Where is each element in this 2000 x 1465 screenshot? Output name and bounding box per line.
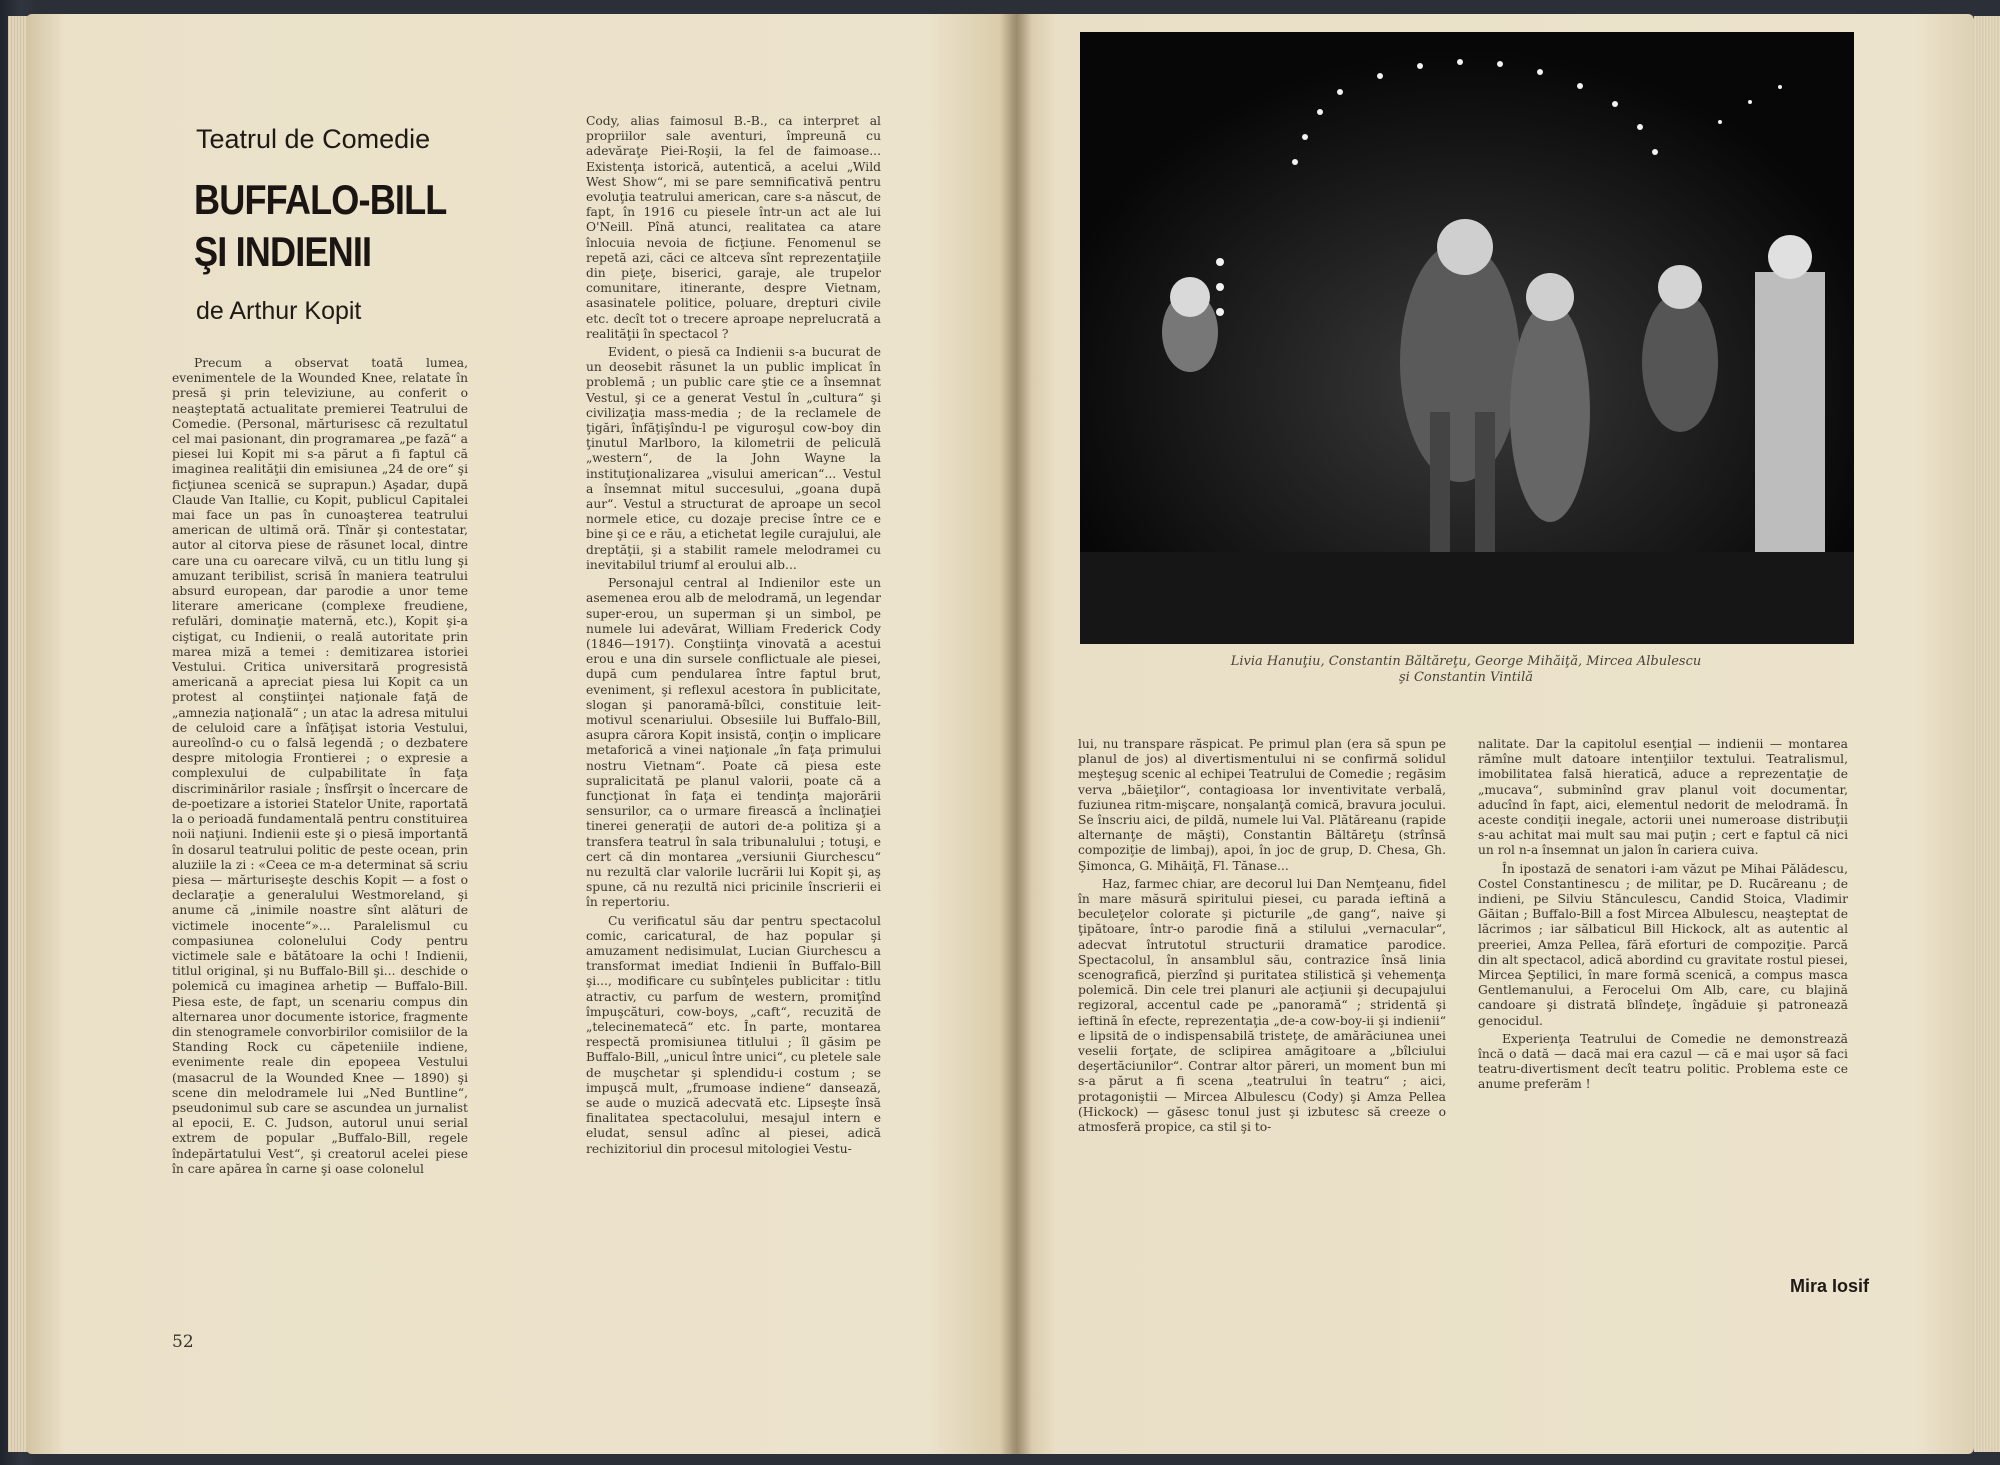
paragraph: Personajul central al Indienilor este un asemenea erou alb de melodramă, un legendar super-erou, un superman şi un simbol, pe numele lui adevărat, William Frederick Cody (1846—1917). Conştiinţa vinovată a acestui erou e una din sursele conflictuale ale piesei, după cum pendularea între faptul brut, eveniment, şi reflexul acestora în publicitate, slogan şi panoramă-bîlci, constituie leit-motivul scenariului. Obsesiile lui Buffalo-Bill, asupra cărora Kopit insistă, conţin o implicare metaforică a vinei naţionale „în faţa primului nostru Vietnam“. Poate că piesa este supralicitată pe planul valorii, poate că a funcţionat în faţa ei tendinţa majorării sensurilor, ca o urmare firească a înclinaţiei tinerei generaţii de autori de-a politiza şi a transfera teatrul în sala tribunalului ; totuşi, e cert că din montarea „versiunii Giurchescu“ nu rezultă clar valorile lucrării lui Kopit şi, aş spune, că nu rezultă nici pricinile înscrierii ei în repertoriu. bbox=[586, 576, 881, 910]
paragraph: Cody, alias faimosul B.-B., ca interpret al propriilor sale aventuri, împreună cu adevăraţe Piei-Roşii, la fel de faimoase... Existenţa istorică, autentică, a acelui „Wild West Show“, mi se pare semnificativă pentru evoluţia teatrului american, care s-a născut, de fapt, în 1916 cu piesele într-un act ale lui O'Neill. Pînă atunci, realitatea ca atare înlocuia nevoia de ficţiune. Fenomenul se repetă azi, căci ce altceva sînt reprezentaţiile din pieţe, biserici, garaje, ale trupelor comunitare, itinerante, despre Vietnam, asasinatele politice, poluare, drepturi civile etc. decît tot o trecere aproape neprelucrată a realităţii în spectacol ? bbox=[586, 114, 881, 341]
section-title: Teatrul de Comedie bbox=[196, 124, 431, 154]
paragraph: Haz, farmec chiar, are decorul lui Dan Nemţeanu, fidel în mare măsură spiritului piesei, cu parada ieftină a beculeţelor colorate şi picturile „de gang“, naive şi ţipătoare, într-o parodie fină a stilului „vernacular“, adecvat întrutotul structurii dramatice parodice. Spectacolul, în ansamblul său, contrazice însă linia scenografică, pierzînd şi puritatea stilistică şi vehemenţa polemică. Din cele trei planuri ale acţiunii şi decupajului regizoral, accentul cade pe „panoramă“ ; stridentă şi ieftină în efecte, reprezentaţia „de-a cow-boy-ii şi indienii“ e lipsită de o indispensabilă tristeţe, de amărăciunea unei veselii forţate, de sclipirea amăgitoare a „bîlciului deşertăciunilor“. Contrar altor păreri, un moment bun mi s-a părut a fi scena „teatrului în teatru“ ; aici, protagoniştii — Mircea Albulescu (Cody) şi Amza Pellea (Hickock) — găsesc tonul just şi izbutesc să creeze o atmosferă propice, ca stil şi to- bbox=[1078, 876, 1446, 1135]
page-number: 52 bbox=[172, 1332, 194, 1352]
stage-photo bbox=[1080, 32, 1854, 644]
paragraph: Experienţa Teatrului de Comedie ne demonstrează încă o dată — dacă mai era cazul — că e mai uşor să faci teatru-divertisment decît teatru politic. Problema este ce anume preferăm ! bbox=[1478, 1031, 1848, 1092]
paragraph: Precum a observat toată lumea, evenimentele de la Wounded Knee, relatate în presă şi prin televiziune, au conferit o neaşteptată actualitate premierei Teatrului de Comedie. (Personal, mărturisesc că rezultatul cel mai pasionant, din programarea „pe fază“ a piesei lui Kopit mi s-a părut a fi faptul că imaginea realităţii din emisiunea „24 de ore“ şi ficţiunea scenică se suprapun.) Aşadar, după Claude Van Itallie, cu Kopit, publicul Capitalei mai face un pas în cunoaşterea teatrului american de ultimă oră. Tînăr şi contestatar, autor al citorva piese de răsunet local, dintre care una cu oarecare vilvă, cu un titlu lung şi amuzant teribilist, scrisă în maniera teatrului absurd european, dar parodie a unor teme literare americane (complexe freudiene, refulări, dominaţie maternă, etc.), Kopit şi-a ciştigat, cu Indienii, o reală autoritate prin marea miză a temei : demitizarea istoriei Vestului. Critica universitară progresistă americană a apreciat piesa lui Kopit ca un protest al conştiinţei naţionale faţă de „amnezia naţională“ ; un atac la adresa mitului de celuloid care a înfăţişat istoria Vestului, aureolînd-o cu o falsă legendă ; o dezbatere despre mitologia Frontierei ; o expresie a complexului de culpabilitate în faţa discriminărilor rasiale ; însfîrşit o încercare de de-poetizare a istoriei Statelor Unite, raportată la o perioadă fundamentală pentru constituirea noii naţiuni. Indienii este şi o piesă importantă în dosarul teatrului politic de peste ocean, prin aluziile la zi : «Ceea ce m-a determinat să scriu piesa — mărturiseşte deschis Kopit — a fost o declaraţie a generalului Westmoreland, şi anume că „inimile noastre sînt alături de victimele inocente“»... Paralelismul cu compasiunea colonelului Cody pentru victimele sale e bătătoare la ochi ! Indienii, titlul original, şi nu Buffalo-Bill şi... deschide o polemică cu imaginea arhetip — Buffalo-Bill. Piesa este, de fapt, un scenariu compus din alternarea unor documente istorice, fragmente din stenogramele convorbirilor comisiilor de la Standing Rock cu căpeteniile indiene, evenimente reale din epopeea Vestului (masacrul de la Wounded Knee — 1890) şi scene din melodramele lui „Ned Buntline“, pseudonimul sub care se ascundea un jurnalist al epocii, E. C. Judson, autorul unui serial extrem de popular „Buffalo-Bill, regele îndepărtatului Vest“, şi creatorul acelei piese în care apărea în carne şi oase colonelul bbox=[172, 356, 468, 1176]
paragraph: În ipostază de senatori i-am văzut pe Mihai Pălădescu, Costel Constantinescu ; de militar, pe D. Rucăreanu ; de indieni, pe Silviu Stănculescu, Candid Stoica, Vladimir Găitan ; Buffalo-Bill a fost Mircea Albulescu, neaşteptat de lăcrimos ; iar sălbaticul Bill Hickock, alt as autentic al preeriei, Amza Pellea, fără eforturi de compoziţie. Parcă din alt spectacol, adică abordind cu gravitate rostul piesei, Mircea Şeptilici, în mare formă scenică, a compus masca Gentlemanului, a Ferocelui Om Alb, care, cu blajină candoare şi distrată blîndeţe, îngăduie şi patronează genocidul. bbox=[1478, 861, 1848, 1028]
right-page bbox=[1016, 14, 1974, 1454]
stage-photo-image bbox=[1080, 32, 1854, 644]
title-line-2: ŞI INDIENII bbox=[194, 228, 372, 275]
title-line-1: BUFFALO-BILL bbox=[194, 176, 447, 223]
page-stack-right bbox=[1974, 16, 2000, 1452]
caption-line: Livia Hanuţiu, Constantin Băltăreţu, George Mihăiţă, Mircea Albulescu bbox=[1230, 654, 1702, 669]
byline: de Arthur Kopit bbox=[196, 297, 362, 325]
paragraph: lui, nu transpare răspicat. Pe primul plan (era să spun pe planul de jos) al divertismentului ni se confirmă solidul meşteşug scenic al echipei Teatrului de Comedie ; regăsim verva „băieţilor“, contagioasa lor inventivitate verbală, fuziunea ritm-mişcare, nonşalanţă comică, bravura jocului. Se înscriu aici, de pildă, numele lui Val. Plătăreanu (rapide alternanţe de măşti), Constantin Băltăreţu (strînsă compoziţie de limbaj), apoi, în joc de grup, D. Chesa, Gh. Şimonca, G. Mihăiţă, Fl. Tănase... bbox=[1078, 737, 1446, 873]
author-signature: Mira Iosif bbox=[1789, 1276, 1869, 1296]
text-column-4 bbox=[1478, 737, 1848, 1096]
caption-line: şi Constantin Vintilă bbox=[1399, 670, 1533, 685]
text-column-1 bbox=[172, 356, 468, 1180]
paragraph: nalitate. Dar la capitolul esenţial — indienii — montarea rămîne mult datoare intenţiilor textului. Teatralismul, imobilitatea falsă hieratică, aduce a reprezentaţie de „mucava“, subminînd grav planul voit documentar, aducînd în fapt, aici, elementul nedorit de melodramă. În aceste condiţii inegale, actorii unei numeroase distribuţii s-au achitat mai mult sau mai puţin ; cert e faptul că nici un rol n-a însemnat un jalon în cariera cuiva. bbox=[1478, 737, 1848, 858]
photo-caption bbox=[1116, 654, 1816, 686]
text-column-3 bbox=[1078, 737, 1446, 1138]
page-stack-left bbox=[8, 16, 28, 1452]
text-column-2 bbox=[586, 114, 881, 1160]
paragraph: Cu verificatul său dar pentru spectacolul comic, caricatural, de haz popular şi amuzament nedisimulat, Lucian Giurchescu a transformat imediat Indienii în Buffalo-Bill şi..., modificare cu subînţeles publicitar : titlu atractiv, cu parfum de western, promiţînd împuşcături, cow-boys, „caft“, recuzită de „telecinematecă“ etc. În parte, montarea respectă promisiunea titlului ; îl găsim pe Buffalo-Bill, „unicul între unici“, cu pletele sale de muşchetar şi splendidu-i costum ; se impuşcă mult, „frumoase indiene“ dansează, se aude o muzică adecvată etc. Lipseşte însă finalitatea spectacolului, mesajul intern e eludat, sensul adînc al piesei, adică rechizitoriul din procesul mitologiei Vestu- bbox=[586, 913, 881, 1156]
paragraph: Evident, o piesă ca Indienii s-a bucurat de un deosebit răsunet la un public implicat în problemă ; un public care ştie ce a însemnat Vestul, şi ce a generat Vestul în „cultura“ şi civilizaţia mass-media ; de la reclamele de ţigări, înfăţişîndu-l pe viguroşul cow-boy din ţinutul Marlboro, la kilometrii de peliculă „western“, de la John Wayne la instituţionalizarea „visului american“... Vestul a însemnat mitul succesului, „goana după aur“. Vestul a structurat de aproape un secol normele etice, cu dozaje precise între ce e bine şi ce e rău, a etichetat legile curajului, ale dreptăţii, şi a stabilit ramele melodramei cu inevitabilul triumf al eroului alb... bbox=[586, 345, 881, 572]
article-title bbox=[194, 174, 452, 278]
left-page bbox=[26, 14, 1016, 1454]
